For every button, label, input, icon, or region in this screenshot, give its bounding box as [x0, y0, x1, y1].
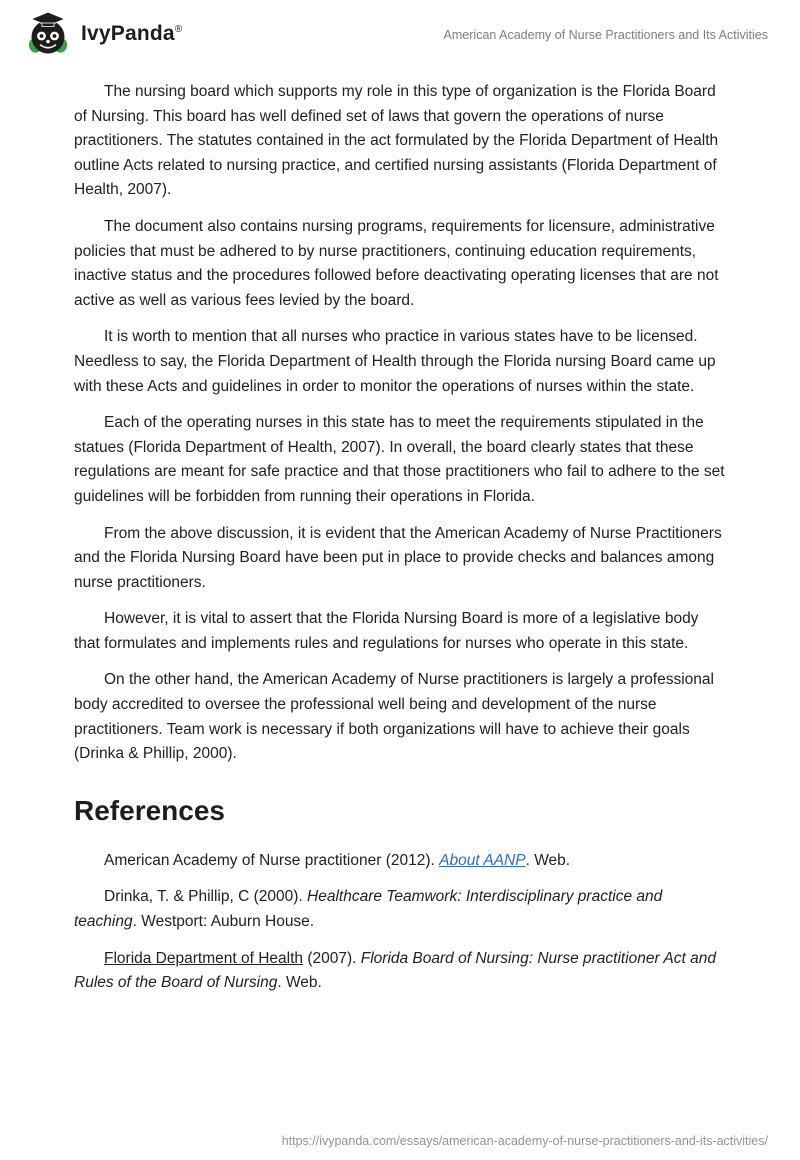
florida-department-of-health-link[interactable]: Florida Department of Health	[104, 949, 304, 967]
reference-item	[74, 885, 726, 934]
brand-name	[81, 22, 182, 46]
brand[interactable]	[24, 10, 182, 58]
reference-text: (2007).	[303, 949, 361, 967]
paragraph: On the other hand, the American Academy of Nurse practitioners is largely a professional body accredited to oversee the professional well being and development of the nurse practitioners. Team work is necessary if both organizations will have to achieve their goals (Drinka & Phillip, 2000).	[74, 671, 714, 763]
reference-text: American Academy of Nurse practitioner (2012).	[104, 851, 440, 869]
paragraph: It is worth to mention that all nurses who practice in various states have to be licensed. Needless to say, the Florida Department of Health through the Florida nursing Board came up with these Acts and guidelines in order to monitor the operations of nurses within the state.	[74, 328, 716, 395]
reference-text: . Web.	[525, 851, 571, 869]
about-aanp-link[interactable]: About AANP	[439, 851, 526, 869]
page-header	[0, 0, 800, 58]
reference-text: . Web.	[277, 974, 322, 992]
reference-title: Florida Board of Nursing: Nurse practitioner Act and Rules of the Board of Nursing	[74, 949, 716, 992]
paragraph: The nursing board which supports my role in this type of organization is the Florida Board of Nursing. This board has well defined set of laws that govern the operations of nurse practitioners. The statutes contained in the act formulated by the Florida Department of Health outline Acts related to nursing practice, and certified nursing assistants (Florida Department of Health, 2007).	[74, 83, 719, 199]
page-url: https://ivypanda.com/essays/american-academy-of-nurse-practitioners-and-its-activities/	[281, 1134, 768, 1148]
paragraph: The document also contains nursing programs, requirements for licensure, administrative policies that must be adhered to by nurse practitioners, continuing education requirements, inactive status and the procedures followed before deactivating operating licenses that are not active as well as various fees levied by the board.	[74, 217, 719, 309]
reference-item	[74, 947, 726, 996]
paragraph: From the above discussion, it is evident that the American Academy of Nurse Practitioners and the Florida Nursing Board have been put in place to provide checks and balances among nurse practitioners.	[74, 524, 722, 591]
reference-text: . Westport: Auburn House.	[132, 913, 315, 931]
registered-mark: ®	[174, 24, 183, 35]
paragraph: Each of the operating nurses in this state has to meet the requirements stipulated in the statues (Florida Department of Health, 2007). In overall, the board clearly states that these regulations are meant for safe practice and that those practitioners who fail to adhere to the set guidelines will be forbidden from running their operations in Florida.	[74, 414, 725, 505]
paragraph: However, it is vital to assert that the Florida Nursing Board is more of a legislative body that formulates and implements rules and regulations for nurses who operate in this state.	[74, 610, 699, 652]
document-title: American Academy of Nurse Practitioners and Its Activities	[443, 28, 768, 42]
ivypanda-logo-icon	[24, 10, 72, 58]
brand-text: IvyPanda	[81, 22, 175, 45]
essay-content	[0, 58, 800, 996]
references-heading: References	[74, 794, 225, 826]
reference-title: Healthcare Teamwork: Interdisciplinary practice and teaching	[74, 888, 663, 931]
reference-text: Drinka, T. & Phillip, C (2000).	[104, 888, 308, 906]
reference-item	[74, 849, 726, 874]
